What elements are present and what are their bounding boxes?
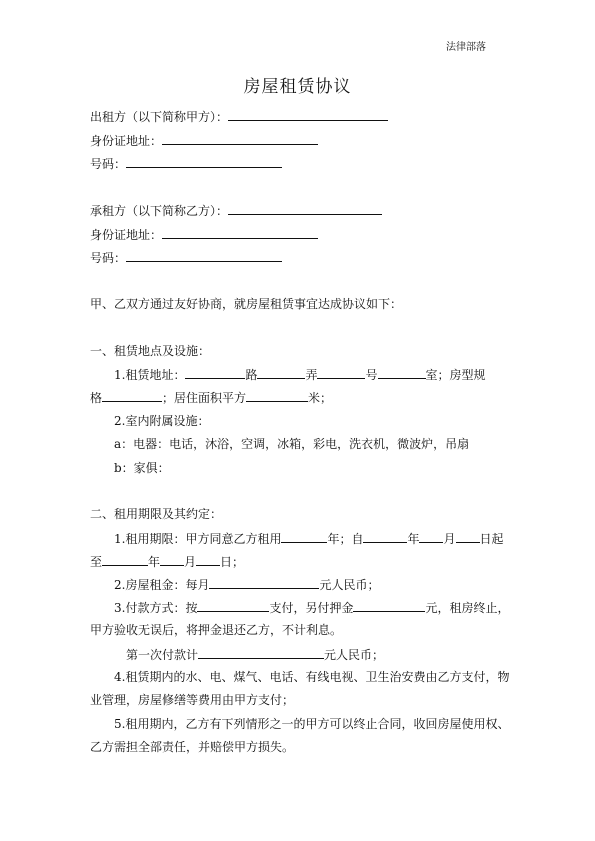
room-label: 室；房型规	[425, 368, 486, 382]
lessee-label: 承租方（以下简称乙方）：	[90, 204, 229, 218]
to-label: 至	[90, 555, 103, 569]
section1-item-b: b：家俱：	[114, 461, 170, 475]
start-year-blank	[363, 530, 407, 543]
section2-item1-line2	[90, 553, 244, 570]
spec-label: 格	[90, 391, 103, 405]
section2-item5-line2: 乙方需担全部责任，并赔偿甲方损失。	[90, 740, 295, 754]
section2-heading: 二、租用期限及其约定：	[90, 507, 223, 521]
lessee-name-blank	[228, 202, 382, 215]
section1-item1-line1	[114, 366, 486, 383]
first-payment-blank	[198, 646, 324, 659]
spec-blank	[102, 389, 162, 402]
lessee-id-address-label: 身份证地址：	[90, 228, 163, 242]
end-month-blank	[160, 553, 184, 566]
payment-method-blank	[197, 599, 269, 612]
lane-label: 弄	[305, 368, 318, 382]
term-years-blank	[281, 530, 327, 543]
section2-item1-line1	[114, 530, 504, 547]
preamble: 甲、乙双方通过友好协商，就房屋租赁事宜达成协议如下：	[90, 297, 403, 311]
section1-item-a: a：电器：电话，沐浴，空调，冰箱，彩电，洗衣机，微波炉，吊扇	[114, 437, 470, 451]
lessor-id-address-blank	[162, 132, 318, 145]
section2-item3-line1	[114, 599, 509, 616]
section2-item3-line2: 甲方验收无误后，将押金退还乙方，不计利息。	[90, 623, 343, 637]
area-label: ；居住面积平方	[162, 391, 247, 405]
section2-item4-line2: 业管理，房屋修缮等费用由甲方支付；	[90, 693, 295, 707]
meter-label: 米；	[308, 391, 333, 405]
lease-term-label: 1.租用期限：甲方同意乙方租用	[114, 532, 282, 546]
end-day-label: 日；	[220, 555, 245, 569]
end-year-label: 年	[148, 555, 161, 569]
start-month-blank	[419, 530, 443, 543]
section2-item5-line1: 5.租用期内，乙方有下列情形之一的甲方可以终止合同，收回房屋使用权、	[114, 717, 510, 731]
lessee-line	[90, 202, 382, 219]
end-day-blank	[196, 553, 220, 566]
lessor-id-address-label: 身份证地址：	[90, 134, 163, 148]
document-title: 房屋租赁协议	[243, 77, 352, 97]
rent-label: 2.房屋租金：每月	[114, 578, 210, 592]
section2-item4-line1: 4.租赁期内的水、电、煤气、电话、有线电视、卫生治安费由乙方支付，物	[114, 670, 510, 684]
lessee-id-address-blank	[162, 226, 318, 239]
start-day-label: 日起	[479, 532, 504, 546]
deposit-label: 支付，另付押金	[269, 601, 354, 615]
start-day-blank	[456, 530, 480, 543]
start-year-label: 年	[407, 532, 420, 546]
section1-item2: 2.室内附属设施：	[114, 414, 210, 428]
year-from-label: 年；自	[327, 532, 364, 546]
lessor-name-blank	[228, 108, 388, 121]
number-label: 号	[365, 368, 378, 382]
end-month-label: 月	[184, 555, 197, 569]
header-brand: 法律部落	[446, 42, 486, 53]
room-blank	[378, 366, 426, 379]
lessor-number-blank	[126, 155, 282, 168]
road-blank	[185, 366, 245, 379]
lessor-number-label: 号码：	[90, 157, 127, 171]
lessee-id-line	[90, 226, 318, 243]
rent-blank	[209, 576, 319, 589]
first-payment-line	[126, 646, 384, 663]
rental-address-label: 1.租赁地址：	[114, 368, 186, 382]
lessor-number-line	[90, 155, 282, 172]
payment-method-label: 3.付款方式：按	[114, 601, 198, 615]
first-payment-unit: 元人民币；	[324, 648, 385, 662]
lessee-number-blank	[126, 249, 282, 262]
road-label: 路	[245, 368, 258, 382]
end-year-blank	[102, 553, 148, 566]
lane-blank	[257, 366, 305, 379]
lessee-number-line	[90, 249, 282, 266]
section1-item1-line2	[90, 389, 332, 406]
section2-item2	[114, 576, 379, 593]
start-month-label: 月	[443, 532, 456, 546]
lessor-label: 出租方（以下简称甲方）：	[90, 110, 229, 124]
area-blank	[246, 389, 308, 402]
number-blank	[317, 366, 365, 379]
lessor-id-line	[90, 132, 318, 149]
lessee-number-label: 号码：	[90, 251, 127, 265]
section1-heading: 一、租赁地点及设施：	[90, 344, 211, 358]
deposit-blank	[353, 599, 425, 612]
first-payment-label: 第一次付款计	[126, 648, 199, 662]
deposit-unit: 元，租房终止，	[425, 601, 510, 615]
lessor-line	[90, 108, 388, 125]
rent-unit: 元人民币；	[319, 578, 380, 592]
